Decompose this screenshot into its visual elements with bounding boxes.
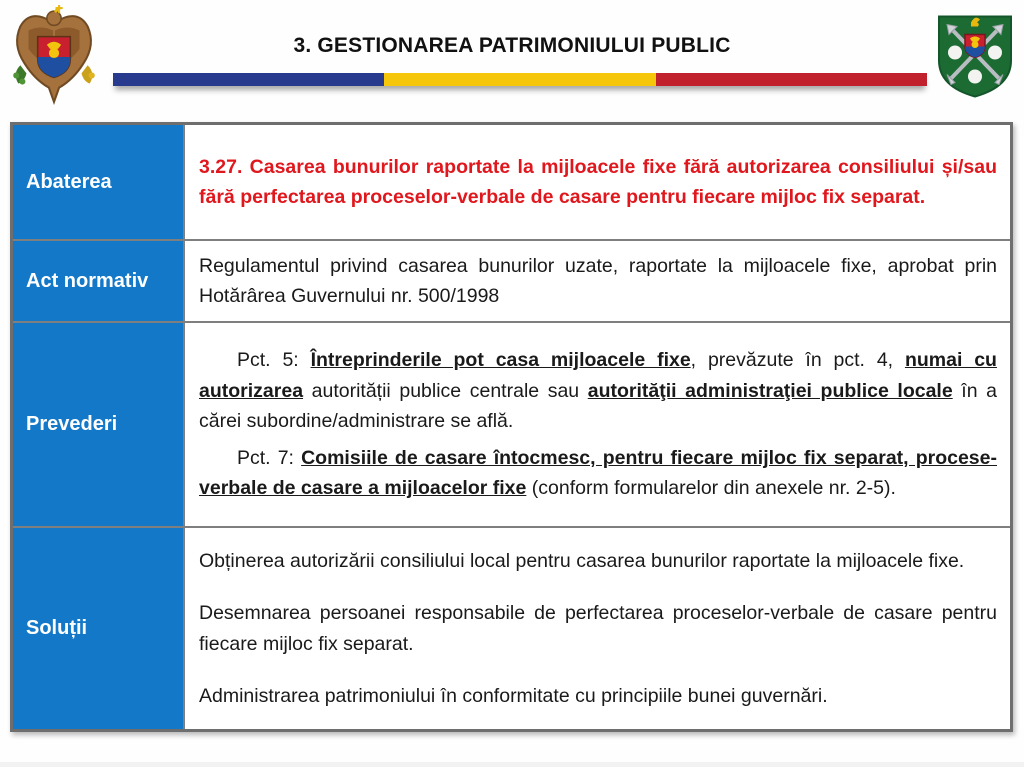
paragraph — [199, 443, 997, 504]
row-label-abaterea: Abaterea — [13, 125, 185, 241]
text-segment: Obținerea autorizării consiliului local pentru casarea bunurilor raportate la mijloacele fixe. — [199, 549, 965, 572]
row-content-act-normativ — [185, 241, 1010, 323]
text-segment: Desemnarea persoanei responsabile de perfectarea proceselor-verbale de casare pentru fiecare mijloc fix separat. — [199, 602, 997, 655]
flag-bar — [113, 73, 927, 86]
paragraph — [199, 152, 997, 213]
row-content-solutii — [185, 528, 1010, 729]
text-segment: (conform formularelor din anexele nr. 2-5). — [526, 477, 896, 500]
paragraph — [199, 681, 997, 711]
paragraph — [199, 546, 997, 576]
row-label-prevederi: Prevederi — [13, 323, 185, 528]
text-segment: Întreprinderile pot casa mijloacele fixe — [310, 349, 691, 372]
text-segment: Comisiile de casare întocmesc, pentru fiecare mijloc fix separat, procese-verbale de casare a mijloacelor fixe — [199, 446, 997, 500]
text-segment: autorităţii administraţiei publice locale — [587, 379, 953, 402]
flag-segment-blue — [113, 73, 384, 86]
paragraph — [199, 598, 997, 659]
row-label-solutii: Soluții — [13, 528, 185, 729]
audit-findings-table — [10, 122, 1013, 732]
slide-bottom-edge — [0, 762, 1024, 767]
page-title: 3. GESTIONAREA PATRIMONIULUI PUBLIC — [293, 34, 731, 57]
paragraph — [199, 345, 997, 436]
text-segment: Pct. 5: — [237, 349, 311, 372]
moldova-coat-of-arms-icon — [8, 4, 100, 106]
text-segment: 3.27. Casarea bunurilor raportate la mijloacele fixe fără autorizarea consiliului și/sau fără perfectarea proceselor-verbale de casare pentru fiecare mijloc fix separat. — [199, 155, 997, 208]
slide-header — [0, 0, 1024, 115]
court-of-accounts-emblem-icon — [933, 7, 1017, 102]
row-content-abaterea — [185, 125, 1010, 241]
flag-segment-red — [656, 73, 927, 86]
text-segment: Regulamentul privind casarea bunurilor uzate, raportate la mijloacele fixe, aprobat prin Hotărârea Guvernului nr. 500/1998 — [199, 254, 997, 307]
text-segment: autorității publice centrale sau — [303, 379, 588, 402]
text-segment: Pct. 7: — [237, 446, 302, 469]
paragraph — [199, 251, 997, 312]
row-content-prevederi — [185, 323, 1010, 528]
text-segment: în a cărei subordine/administrare se află. — [199, 379, 997, 433]
text-segment: numai cu autorizarea — [199, 349, 997, 402]
flag-segment-yellow — [384, 73, 655, 86]
row-label-act-normativ: Act normativ — [13, 241, 185, 323]
text-segment: Administrarea patrimoniului în conformitate cu principiile bunei guvernări. — [199, 684, 828, 707]
text-segment: , prevăzute în pct. 4, — [690, 349, 905, 372]
